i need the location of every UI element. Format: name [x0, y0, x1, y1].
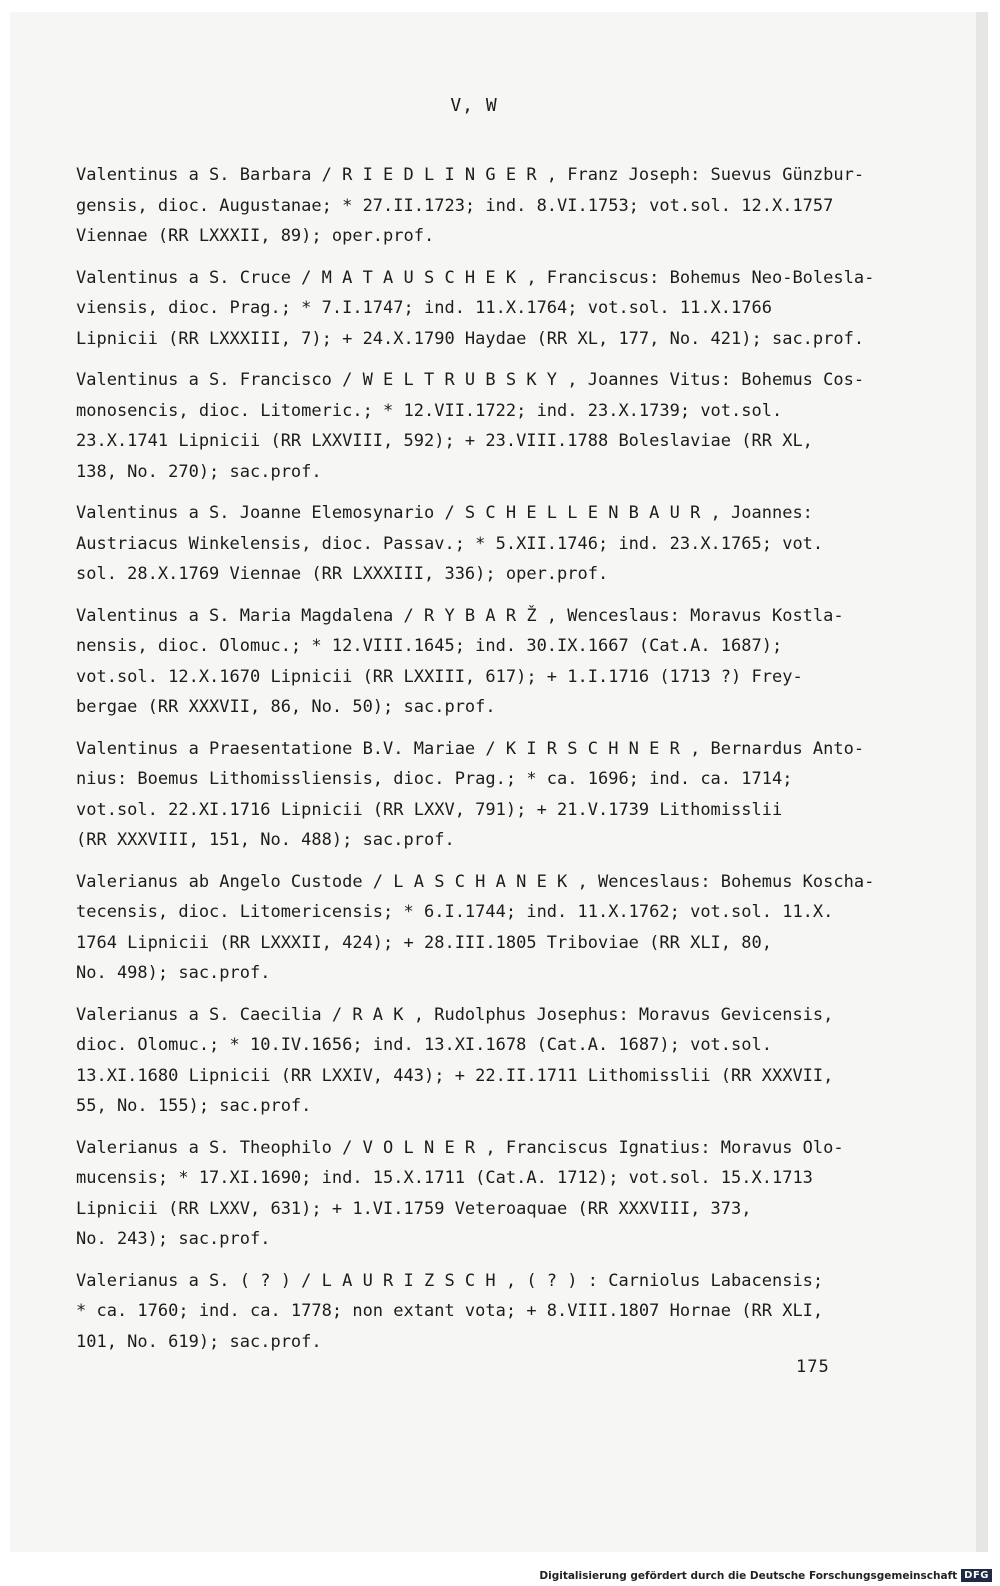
entry-line: No. 498); sac.prof.: [76, 963, 271, 983]
entry-line: vot.sol. 12.X.1670 Lipnicii (RR LXXIII, 617); + 1.I.1716 (1713 ?) Frey-: [76, 666, 803, 687]
footer-text: Digitalisierung gefördert durch die Deutsche Forschungsgemeinschaft: [539, 1569, 958, 1582]
entry-line: Valentinus a S. Maria Magdalena / R Y B A R Ž , Wenceslaus: Moravus Kostla-: [76, 605, 844, 626]
entry-line: viensis, dioc. Prag.; * 7.I.1747; ind. 11.X.1764; vot.sol. 11.X.1766: [76, 298, 772, 318]
page-number: 175: [796, 1357, 830, 1377]
entry-line: Lipnicii (RR LXXV, 631); + 1.VI.1759 Veteroaquae (RR XXXVIII, 373,: [76, 1198, 752, 1219]
entry-line: Austriacus Winkelensis, dioc. Passav.; * 5.XII.1746; ind. 23.X.1765; vot.: [76, 533, 824, 554]
entry-line: 101, No. 619); sac.prof.: [76, 1331, 322, 1352]
register-entry: [76, 601, 896, 723]
entry-line: Valerianus a S. ( ? ) / L A U R I Z S C H , ( ? ) : Carniolus Labacensis;: [76, 1270, 824, 1291]
entry-line: mucensis; * 17.XI.1690; ind. 15.X.1711 (Cat.A. 1712); vot.sol. 15.X.1713: [76, 1168, 813, 1188]
dfg-logo: DFG: [961, 1569, 992, 1582]
entry-line: Valentinus a S. Barbara / R I E D L I N G E R , Franz Joseph: Suevus Günzbur-: [76, 165, 865, 185]
scan-edge: [976, 12, 988, 1552]
entry-line: nius: Boemus Lithomissliensis, dioc. Prag.; * ca. 1696; ind. ca. 1714;: [76, 769, 793, 789]
entry-line: vot.sol. 22.XI.1716 Lipnicii (RR LXXV, 791); + 21.V.1739 Lithomisslii: [76, 799, 783, 820]
entry-line: sol. 28.X.1769 Viennae (RR LXXXIII, 336); oper.prof.: [76, 564, 609, 584]
entry-line: 1764 Lipnicii (RR LXXXII, 424); + 28.III.1805 Triboviae (RR XLI, 80,: [76, 932, 772, 953]
register-entry: [76, 734, 896, 856]
entry-line: dioc. Olomuc.; * 10.IV.1656; ind. 13.XI.1678 (Cat.A. 1687); vot.sol.: [76, 1035, 772, 1055]
entry-line: Lipnicii (RR LXXXIII, 7); + 24.X.1790 Haydae (RR XL, 177, No. 421); sac.prof.: [76, 328, 865, 349]
footer: [539, 1569, 992, 1582]
register-entry: [76, 365, 896, 487]
entry-line: Valentinus a S. Joanne Elemosynario / S C H E L L E N B A U R , Joannes:: [76, 503, 813, 523]
entry-line: 13.XI.1680 Lipnicii (RR LXXIV, 443); + 22.II.1711 Lithomisslii (RR XXXVII,: [76, 1065, 834, 1086]
entry-line: bergae (RR XXXVII, 86, No. 50); sac.prof.: [76, 697, 496, 717]
entry-line: Valerianus ab Angelo Custode / L A S C H A N E K , Wenceslaus: Bohemus Koscha-: [76, 871, 875, 892]
register-entry: [76, 1000, 896, 1122]
entry-line: Valerianus a S. Caecilia / R A K , Rudolphus Josephus: Moravus Gevicensis,: [76, 1004, 834, 1025]
entry-line: (RR XXXVIII, 151, No. 488); sac.prof.: [76, 830, 455, 850]
register-entry: [76, 498, 896, 590]
page-header: V, W: [450, 95, 498, 116]
entry-line: nensis, dioc. Olomuc.; * 12.VIII.1645; ind. 30.IX.1667 (Cat.A. 1687);: [76, 636, 783, 656]
entry-line: Valerianus a S. Theophilo / V O L N E R , Franciscus Ignatius: Moravus Olo-: [76, 1137, 844, 1158]
entry-line: 138, No. 270); sac.prof.: [76, 461, 322, 482]
entry-line: monosencis, dioc. Litomeric.; * 12.VII.1722; ind. 23.X.1739; vot.sol.: [76, 400, 783, 421]
entry-line: gensis, dioc. Augustanae; * 27.II.1723; ind. 8.VI.1753; vot.sol. 12.X.1757: [76, 195, 834, 216]
entry-line: Viennae (RR LXXXII, 89); oper.prof.: [76, 226, 435, 246]
register-entry: [76, 1133, 896, 1255]
entry-line: tecensis, dioc. Litomericensis; * 6.I.1744; ind. 11.X.1762; vot.sol. 11.X.: [76, 902, 834, 922]
register-entry: [76, 263, 896, 355]
entry-line: * ca. 1760; ind. ca. 1778; non extant vota; + 8.VIII.1807 Hornae (RR XLI,: [76, 1301, 824, 1321]
register-entry: [76, 1266, 896, 1358]
entry-line: Valentinus a S. Francisco / W E L T R U B S K Y , Joannes Vitus: Bohemus Cos-: [76, 370, 865, 390]
register-entry: [76, 867, 896, 989]
entry-list: [76, 160, 896, 1368]
entry-line: 55, No. 155); sac.prof.: [76, 1096, 312, 1116]
register-entry: [76, 160, 896, 252]
entry-line: Valentinus a Praesentatione B.V. Mariae / K I R S C H N E R , Bernardus Anto-: [76, 738, 865, 759]
entry-line: No. 243); sac.prof.: [76, 1229, 271, 1249]
entry-line: 23.X.1741 Lipnicii (RR LXXVIII, 592); + 23.VIII.1788 Boleslaviae (RR XL,: [76, 431, 813, 451]
entry-line: Valentinus a S. Cruce / M A T A U S C H E K , Franciscus: Bohemus Neo-Bolesla-: [76, 267, 875, 288]
